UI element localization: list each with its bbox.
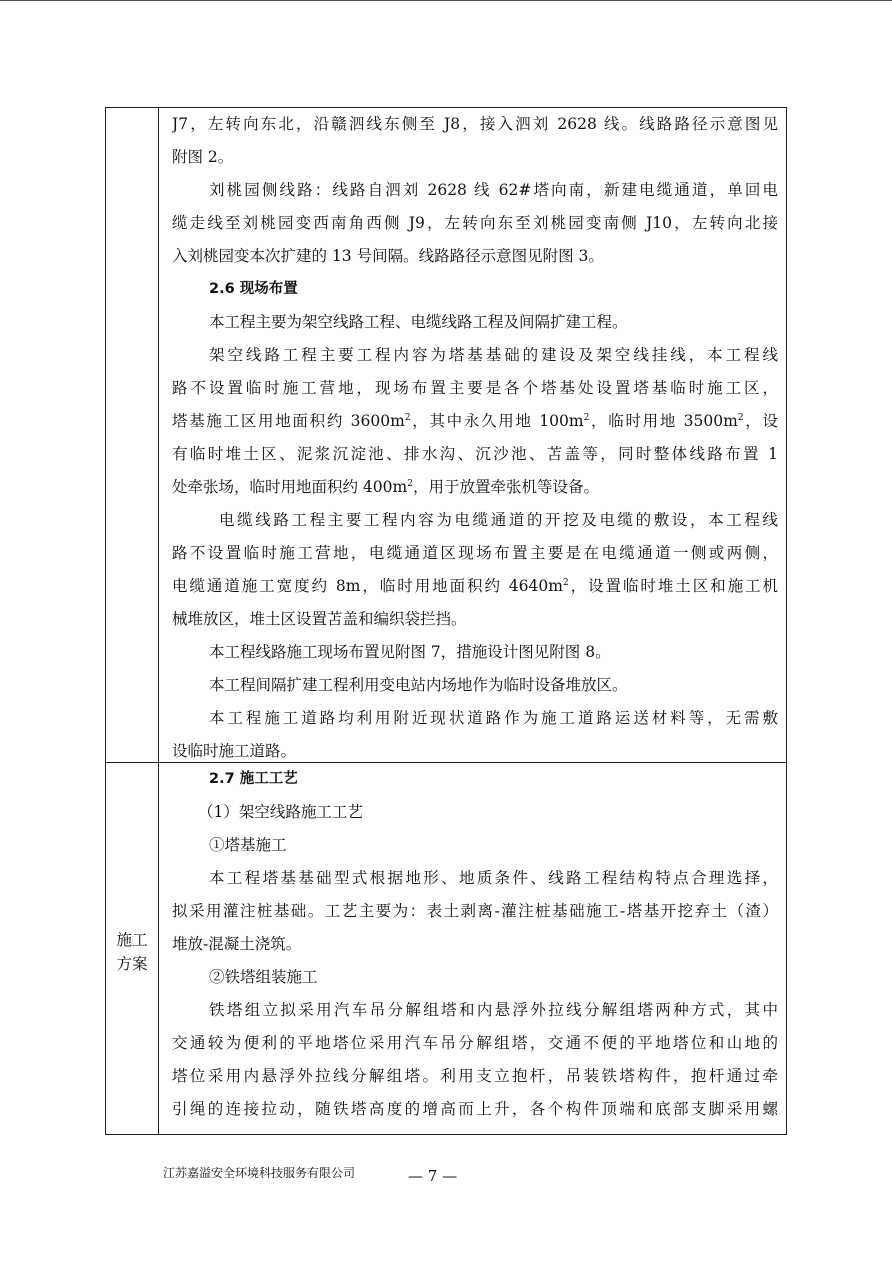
top-border-line <box>0 0 892 1</box>
text-span: ，设 <box>743 412 778 430</box>
subsection-heading: （1）架空线路施工工艺 <box>198 803 363 821</box>
text-span: ，临时用地 3500m <box>589 412 738 430</box>
page-number: — 7 — <box>408 1167 458 1185</box>
paragraph-line: 引绳的连接拉动，随铁塔高度的增高而上升，各个构件顶端和底部支脚采用螺 <box>172 1100 778 1118</box>
paragraph-line: 电缆线路工程主要工程内容为电缆通道的开挖及电缆的敷设，本工程线 <box>219 511 778 529</box>
paragraph-line: 路不设置临时施工营地，电缆通道区现场布置主要是在电缆通道一侧或两侧， <box>172 544 778 562</box>
section-heading: 2.7 施工工艺 <box>209 771 298 787</box>
paragraph-line: 拟采用灌注桩基础。工艺主要为：表土剥离-灌注桩基础施工-塔基开挖弃土（渣） <box>172 902 778 920</box>
paragraph-line <box>172 471 778 504</box>
footer-company-name: 江苏嘉溢安全环境科技服务有限公司 <box>163 1166 356 1180</box>
list-item-heading: ①塔基施工 <box>209 836 287 854</box>
text-span: ，用于放置牵张机等设备。 <box>412 478 599 496</box>
paragraph-line: J7，左转向东北，沿赣泗线东侧至 J8，接入泗刘 2628 线。线路路径示意图见 <box>172 115 778 133</box>
content-table <box>105 107 787 1135</box>
superscript: 2 <box>737 412 744 423</box>
table-row-construction-process <box>172 763 778 1126</box>
paragraph-line: 械堆放区，堆土区设置苫盖和编织袋拦挡。 <box>172 610 467 628</box>
paragraph-line: 设临时施工道路。 <box>172 742 297 760</box>
paragraph-line: 交通较为便利的平地塔位采用汽车吊分解组塔，交通不便的平地塔位和山地的 <box>172 1034 778 1052</box>
paragraph-line: 本工程主要为架空线路工程、电缆线路工程及间隔扩建工程。 <box>209 313 628 331</box>
superscript: 2 <box>407 478 413 489</box>
paragraph-line: 铁塔组立拟采用汽车吊分解组塔和内悬浮外拉线分解组塔两种方式，其中 <box>209 1001 778 1019</box>
paragraph-line <box>172 405 778 438</box>
row-label-line: 方案 <box>116 955 148 973</box>
paragraph-line: 架空线路工程主要工程内容为塔基基础的建设及架空线挂线，本工程线 <box>209 346 778 364</box>
paragraph-line: 堆放-混凝土浇筑。 <box>172 935 302 953</box>
paragraph-line: 本工程塔基基础型式根据地形、地质条件、线路工程结构特点合理选择， <box>209 869 778 887</box>
superscript: 2 <box>583 412 590 423</box>
paragraph-line <box>172 570 778 603</box>
paragraph-line: 刘桃园侧线路：线路自泗刘 2628 线 62#塔向南，新建电缆通道，单回电 <box>209 181 778 199</box>
table-column-divider <box>158 108 159 1134</box>
list-item-heading: ②铁塔组装施工 <box>209 968 318 986</box>
paragraph-line: 入刘桃园变本次扩建的 13 号间隔。线路路径示意图见附图 3。 <box>172 247 604 265</box>
paragraph-line: 附图 2。 <box>172 148 234 166</box>
paragraph-line: 有临时堆土区、泥浆沉淀池、排水沟、沉沙池、苫盖等，同时整体线路布置 1 <box>172 445 778 463</box>
row-label-line: 施工 <box>116 931 148 949</box>
text-span: 塔基施工区用地面积约 3600m <box>172 412 405 430</box>
paragraph-line: 本工程线路施工现场布置见附图 7，措施设计图见附图 8。 <box>209 643 611 661</box>
row-label-construction-plan <box>106 928 158 976</box>
paragraph-line: 塔位采用内悬浮外拉线分解组塔。利用支立抱杆，吊装铁塔构件，抱杆通过牵 <box>172 1067 778 1085</box>
paragraph-line: 缆走线至刘桃园变西南角西侧 J9，左转向东至刘桃园变南侧 J10，左转向北接 <box>172 214 778 232</box>
text-span: 电缆通道施工宽度约 8m，临时用地面积约 4640m <box>172 577 563 595</box>
superscript: 2 <box>562 577 569 588</box>
paragraph-line: 本工程间隔扩建工程利用变电站内场地作为临时设备堆放区。 <box>209 676 628 694</box>
text-span: ，其中永久用地 100m <box>410 412 584 430</box>
superscript: 2 <box>404 412 411 423</box>
paragraph-line: 本工程施工道路均利用附近现状道路作为施工道路运送材料等，无需敷 <box>209 709 778 727</box>
text-span: ，设置临时堆土区和施工机 <box>568 577 778 595</box>
section-heading: 2.6 现场布置 <box>209 281 298 297</box>
text-span: 处牵张场，临时用地面积约 400m <box>172 478 408 496</box>
table-row-site-layout <box>172 108 778 768</box>
paragraph-line: 路不设置临时施工营地，现场布置主要是各个塔基处设置塔基临时施工区， <box>172 379 778 397</box>
